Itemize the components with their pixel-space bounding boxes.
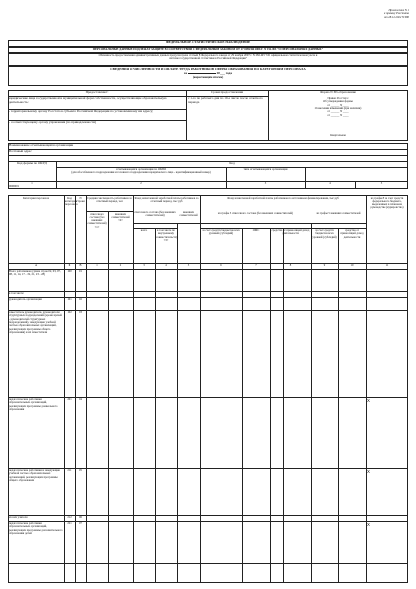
col-num-1: 1 (31, 180, 33, 185)
org-address-label: Почтовый адрес (9, 148, 32, 153)
row-code: 211 (67, 468, 72, 472)
corner-note-line: Приложение N 1 (388, 8, 409, 12)
form-number: Форма N ЗП-образование (320, 89, 356, 94)
header-fund-total: всего (140, 228, 148, 232)
row-code: 201 (67, 397, 72, 401)
row-code: 221 (67, 521, 72, 525)
row-code: 212 (67, 515, 72, 519)
okpo-sub: (для обособленного подразделения и головного подразделения юридического лица - идентификационный номер) (71, 169, 211, 174)
order-line: от ______ N ____ (327, 102, 349, 107)
header-oms: ОМС (252, 228, 260, 232)
submit-col-head: Предоставляют: (85, 89, 109, 94)
row-label: заместитель руководителя, руководители структурных подразделений (кроме врачей - руководителей структурных подразделений), заведующие учебной частью образовательных организаций, реализующих программы общего образования) и их заместители (9, 310, 62, 334)
row-line: 06 (79, 515, 82, 519)
order-line: от ______ N ____ (327, 112, 349, 117)
row-label: из них учителя (9, 515, 28, 519)
order-line: Приказ Росстата: (327, 96, 349, 100)
header-avg-list: списочного состава (без внешних совместителей) <1> (87, 211, 107, 229)
colnum: 2 (119, 263, 122, 267)
deadline-text: с 1-го по рабочего дня по 10-е число после отчетного периода (188, 96, 263, 104)
row-line: 01 (79, 269, 82, 273)
colnum: 6 (220, 263, 222, 267)
header-avg-ext: внешних совместителей <2> (111, 211, 130, 223)
header-fund-ext: внешних совместителей (179, 209, 198, 217)
org-type-head: типа отчитывающейся организации (243, 166, 288, 171)
order-line: Об утверждении формы (323, 99, 353, 104)
year-prefix: за (184, 70, 187, 75)
code-head: Код (229, 160, 235, 165)
header-fund: Фонд начисленной заработной платы работников за отчетный период, тыс руб (134, 195, 199, 203)
okpo-label: отчитывающейся организации по ОКПО (115, 166, 167, 171)
header-avg-count: Средняя численность работников за отчетный период, чел (87, 195, 132, 203)
order-block (300, 97, 376, 117)
row-code: 102 (67, 310, 72, 314)
row-label: руководитель организации (9, 297, 42, 301)
header-federal: из графы 8 за счет средств федерального бюджета, выделенных в плановом руководстве (курировство) (370, 195, 404, 210)
header-sources: Фонд начисленной заработной платы работников по источникам финансирования, тыс руб (227, 195, 339, 200)
year-field[interactable] (188, 73, 216, 74)
header-income-ext: средства от приносящей доход деятельности (340, 228, 364, 239)
header-budget: за счет средств бюджетов всех уровней (субсидий) (202, 228, 240, 236)
corner-note-line: от 28.12.2022 N 980 (384, 14, 409, 19)
colnum: В (79, 263, 82, 267)
colnum: А (34, 263, 38, 267)
header-fund-inner: в том числе по внутреннему совместительству <3> (156, 228, 178, 242)
header-line: N строки (76, 195, 85, 203)
row-code: 101 (67, 297, 72, 301)
row-label: педагогические работники образовательных организаций, реализующих программы дополнительного образования детей (9, 521, 63, 535)
row-label: педагогические работники и заведующие учебной частью образовательных организаций, реализующих программы общего образования (9, 468, 60, 482)
header-fund-list: списочного состава (без внешних совместителей) (134, 209, 176, 217)
personal-data-notice: ПЕРСОНАЛЬНЫЕ ДАННЫЕ ПОДЛЕЖАТ ЗАЩИТЕ В СООТВЕТСТВИИ С ФЕДЕРАЛЬНЫМ ЗАКОНОМ ОТ 27 ИЮЛЯ 2006 Г. N 152-ФЗ "О ПЕРСОНАЛЬНЫХ ДАННЫХ" (92, 47, 324, 51)
okpo-head (57, 168, 225, 175)
row-code: 100 (67, 269, 72, 273)
not-applicable-mark: X (367, 398, 370, 403)
col-num-2: 2 (140, 180, 142, 185)
submitters-text: - соответствующему органу управления (по принадлежности) (9, 120, 97, 124)
row-line: 02 (79, 297, 82, 301)
row-code (64, 292, 75, 293)
col-num-3: 3 (264, 180, 267, 185)
header-code: Код категории персонала (65, 195, 78, 207)
submitters-text: - территориальному органу Росстата в субъекте Российской Федерации по установленному им адресу; (9, 109, 154, 113)
colnum: 10 (350, 263, 354, 267)
row-label: педагогические работники образовательных организаций, реализующих программы дошкольного образования (9, 397, 58, 411)
header-budget-ext: за счет средств бюджетов всех уровней (субсидий) (312, 228, 337, 239)
col-num-4: 4 (329, 180, 331, 185)
header-src-list: из графы 3 списочного состава (без внешних совместителей) (217, 210, 294, 215)
header-src-ext: из графы 5 внешних совместителей (316, 210, 361, 215)
observation-box (8, 40, 408, 47)
row-label: Всего работников (сумма строк 02, 03, 07, 08, 11, 14, 17 - 19, 21, 23 - 28) (9, 269, 61, 277)
okud-label: Код формы по ОКУД (17, 161, 47, 165)
corner-note-line: к приказу Росстата (383, 11, 409, 16)
colnum: 5 (187, 263, 190, 267)
org-name-label: Наименование отчитывающейся организации (9, 142, 74, 147)
colnum: 7 (255, 263, 257, 267)
liability-text: Обязанность предоставления административных данных предусмотрена статьей 8 Федерального закона от 29 ноября 2007 г. N 282-ФЗ "Об официальном статистическом учете и (98, 53, 318, 57)
row-line: 07 (79, 521, 82, 525)
cumulative-note: (нарастающим итогом) (192, 74, 224, 79)
not-applicable-mark: X (367, 469, 370, 474)
colnum: Б (68, 263, 71, 267)
title-box (8, 66, 408, 86)
row-line: 05 (79, 468, 82, 472)
observation-title: ФЕДЕРАЛЬНОЕ СТАТИСТИЧЕСКОЕ НАБЛЮДЕНИЕ (165, 40, 251, 44)
row-line: 03 (79, 310, 82, 314)
deadline-col-head: Сроки предоставления (210, 89, 243, 94)
colnum: 3 (143, 263, 145, 267)
row-label: в том числе: (9, 291, 25, 295)
corner-note (329, 9, 409, 19)
order-line: от ______ N ____ (327, 109, 349, 114)
order-line: О внесении изменений (при наличии) (314, 105, 362, 110)
col-num-5: 5 (380, 180, 383, 185)
header-category: Категории персонала (22, 195, 50, 200)
row-line (75, 292, 86, 293)
not-applicable-mark: X (367, 522, 370, 527)
colnum: 11 (385, 263, 389, 267)
report-title: СВЕДЕНИЯ О ЧИСЛЕННОСТИ И ОПЛАТЕ ТРУДА РАБОТНИКОВ СФЕРЫ ОБРАЗОВАНИЯ ПО КАТЕГОРИЯМ ПЕРСОНАЛА (110, 67, 306, 71)
row-line: 04 (79, 397, 82, 401)
year-suffix: 20___ года (216, 70, 232, 75)
colnum: 1 (96, 263, 98, 267)
liability-text: системе государственной статистики в Российской Федерации" (168, 56, 248, 61)
periodicity: Квартальная (330, 133, 346, 137)
row-divider (8, 563, 408, 564)
header-income: средства от приносящей доход деятельности (271, 228, 310, 236)
colnum: 4 (165, 263, 167, 267)
liability-box (8, 53, 408, 66)
submitters-text: юридические лица государственной и муниципальной форм собственности, осуществляющие образовательную деятельность: (9, 96, 167, 104)
form-code-value: 0606001 (9, 183, 20, 188)
colnum: 9 (323, 263, 326, 267)
colnum: 8 (289, 263, 292, 267)
